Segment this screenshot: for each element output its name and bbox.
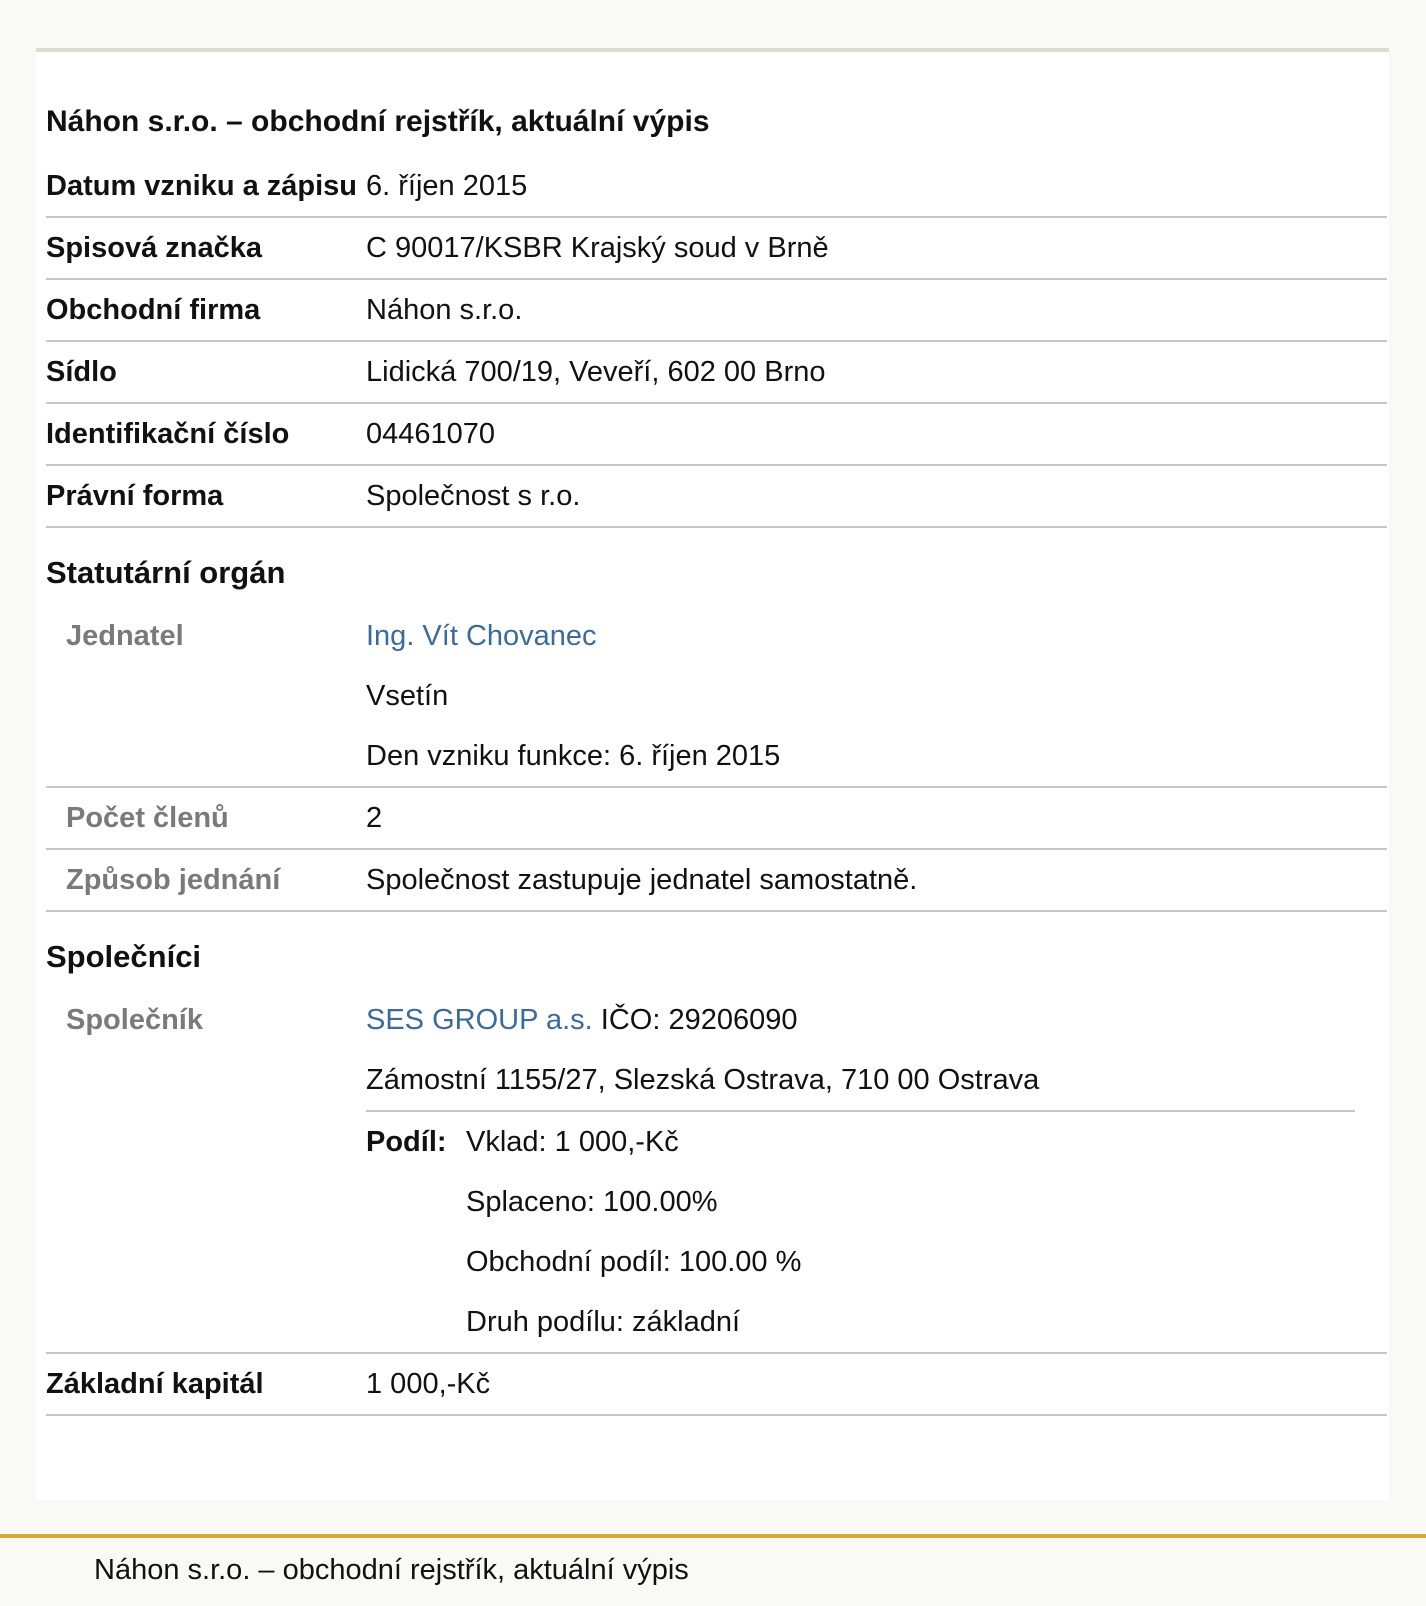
row-zpusob-jednani (46, 850, 1387, 912)
registry-content (46, 52, 1387, 1416)
value-identifikacni-cislo: 04461070 (366, 418, 496, 450)
label-identifikacni-cislo: Identifikační číslo (46, 418, 290, 450)
footer-title: Náhon s.r.o. – obchodní rejstřík, aktuální výpis (94, 1554, 689, 1586)
footer (0, 1534, 1426, 1606)
label-zakladni-kapital: Základní kapitál (46, 1368, 264, 1400)
spolecnik-address: Zámostní 1155/27, Slezská Ostrava, 710 00 Ostrava (366, 1064, 1040, 1096)
label-spisova-znacka: Spisová značka (46, 232, 262, 264)
share-block (366, 1112, 1387, 1352)
value-sidlo: Lidická 700/19, Veveří, 602 00 Brno (366, 356, 826, 388)
jednatel-since: Den vzniku funkce: 6. říjen 2015 (366, 740, 781, 772)
row-spisova-znacka (46, 218, 1387, 280)
section-statutarni-organ: Statutární orgán (46, 555, 286, 590)
row-jednatel (46, 606, 1387, 788)
label-spolecnik: Společník (66, 1004, 203, 1036)
label-zpusob-jednani: Způsob jednání (66, 864, 281, 896)
value-pravni-forma: Společnost s r.o. (366, 480, 581, 512)
label-pravni-forma: Právní forma (46, 480, 224, 512)
spolecnik-name-link[interactable]: SES GROUP a.s. (366, 1004, 593, 1036)
label-pocet-clenu: Počet členů (66, 802, 229, 834)
label-sidlo: Sídlo (46, 356, 117, 388)
value-obchodni-firma: Náhon s.r.o. (366, 294, 523, 326)
row-sidlo (46, 342, 1387, 404)
value-zpusob-jednani: Společnost zastupuje jednatel samostatně. (366, 864, 918, 896)
row-zakladni-kapital (46, 1354, 1387, 1416)
row-spolecnik (46, 990, 1387, 1354)
row-pravni-forma (46, 466, 1387, 528)
spolecnik-ico: IČO: 29206090 (600, 1004, 798, 1036)
label-obchodni-firma: Obchodní firma (46, 294, 261, 326)
value-pocet-clenu: 2 (366, 802, 383, 834)
value-spolecnik (366, 990, 1387, 1352)
value-jednatel (366, 606, 1387, 786)
row-datum-vzniku (46, 156, 1387, 218)
section-spolecnici: Společníci (46, 939, 202, 974)
share-splaceno: Splaceno: 100.00% (466, 1186, 718, 1218)
share-label: Podíl: (366, 1126, 447, 1158)
page-title: Náhon s.r.o. – obchodní rejstřík, aktuální výpis (46, 105, 710, 138)
share-values (466, 1112, 801, 1352)
row-pocet-clenu (46, 788, 1387, 850)
value-zakladni-kapital: 1 000,-Kč (366, 1368, 491, 1400)
value-datum-vzniku: 6. říjen 2015 (366, 170, 528, 202)
jednatel-name-link[interactable]: Ing. Vít Chovanec (366, 620, 597, 652)
row-identifikacni-cislo (46, 404, 1387, 466)
value-spisova-znacka: C 90017/KSBR Krajský soud v Brně (366, 232, 829, 264)
label-jednatel: Jednatel (66, 620, 184, 652)
label-datum-vzniku: Datum vzniku a zápisu (46, 170, 358, 202)
registry-panel (36, 48, 1389, 1500)
jednatel-place: Vsetín (366, 680, 449, 712)
share-vklad: Vklad: 1 000,-Kč (466, 1126, 679, 1158)
share-druh: Druh podílu: základní (466, 1306, 741, 1338)
row-obchodni-firma (46, 280, 1387, 342)
share-obchodni-podil: Obchodní podíl: 100.00 % (466, 1246, 802, 1278)
